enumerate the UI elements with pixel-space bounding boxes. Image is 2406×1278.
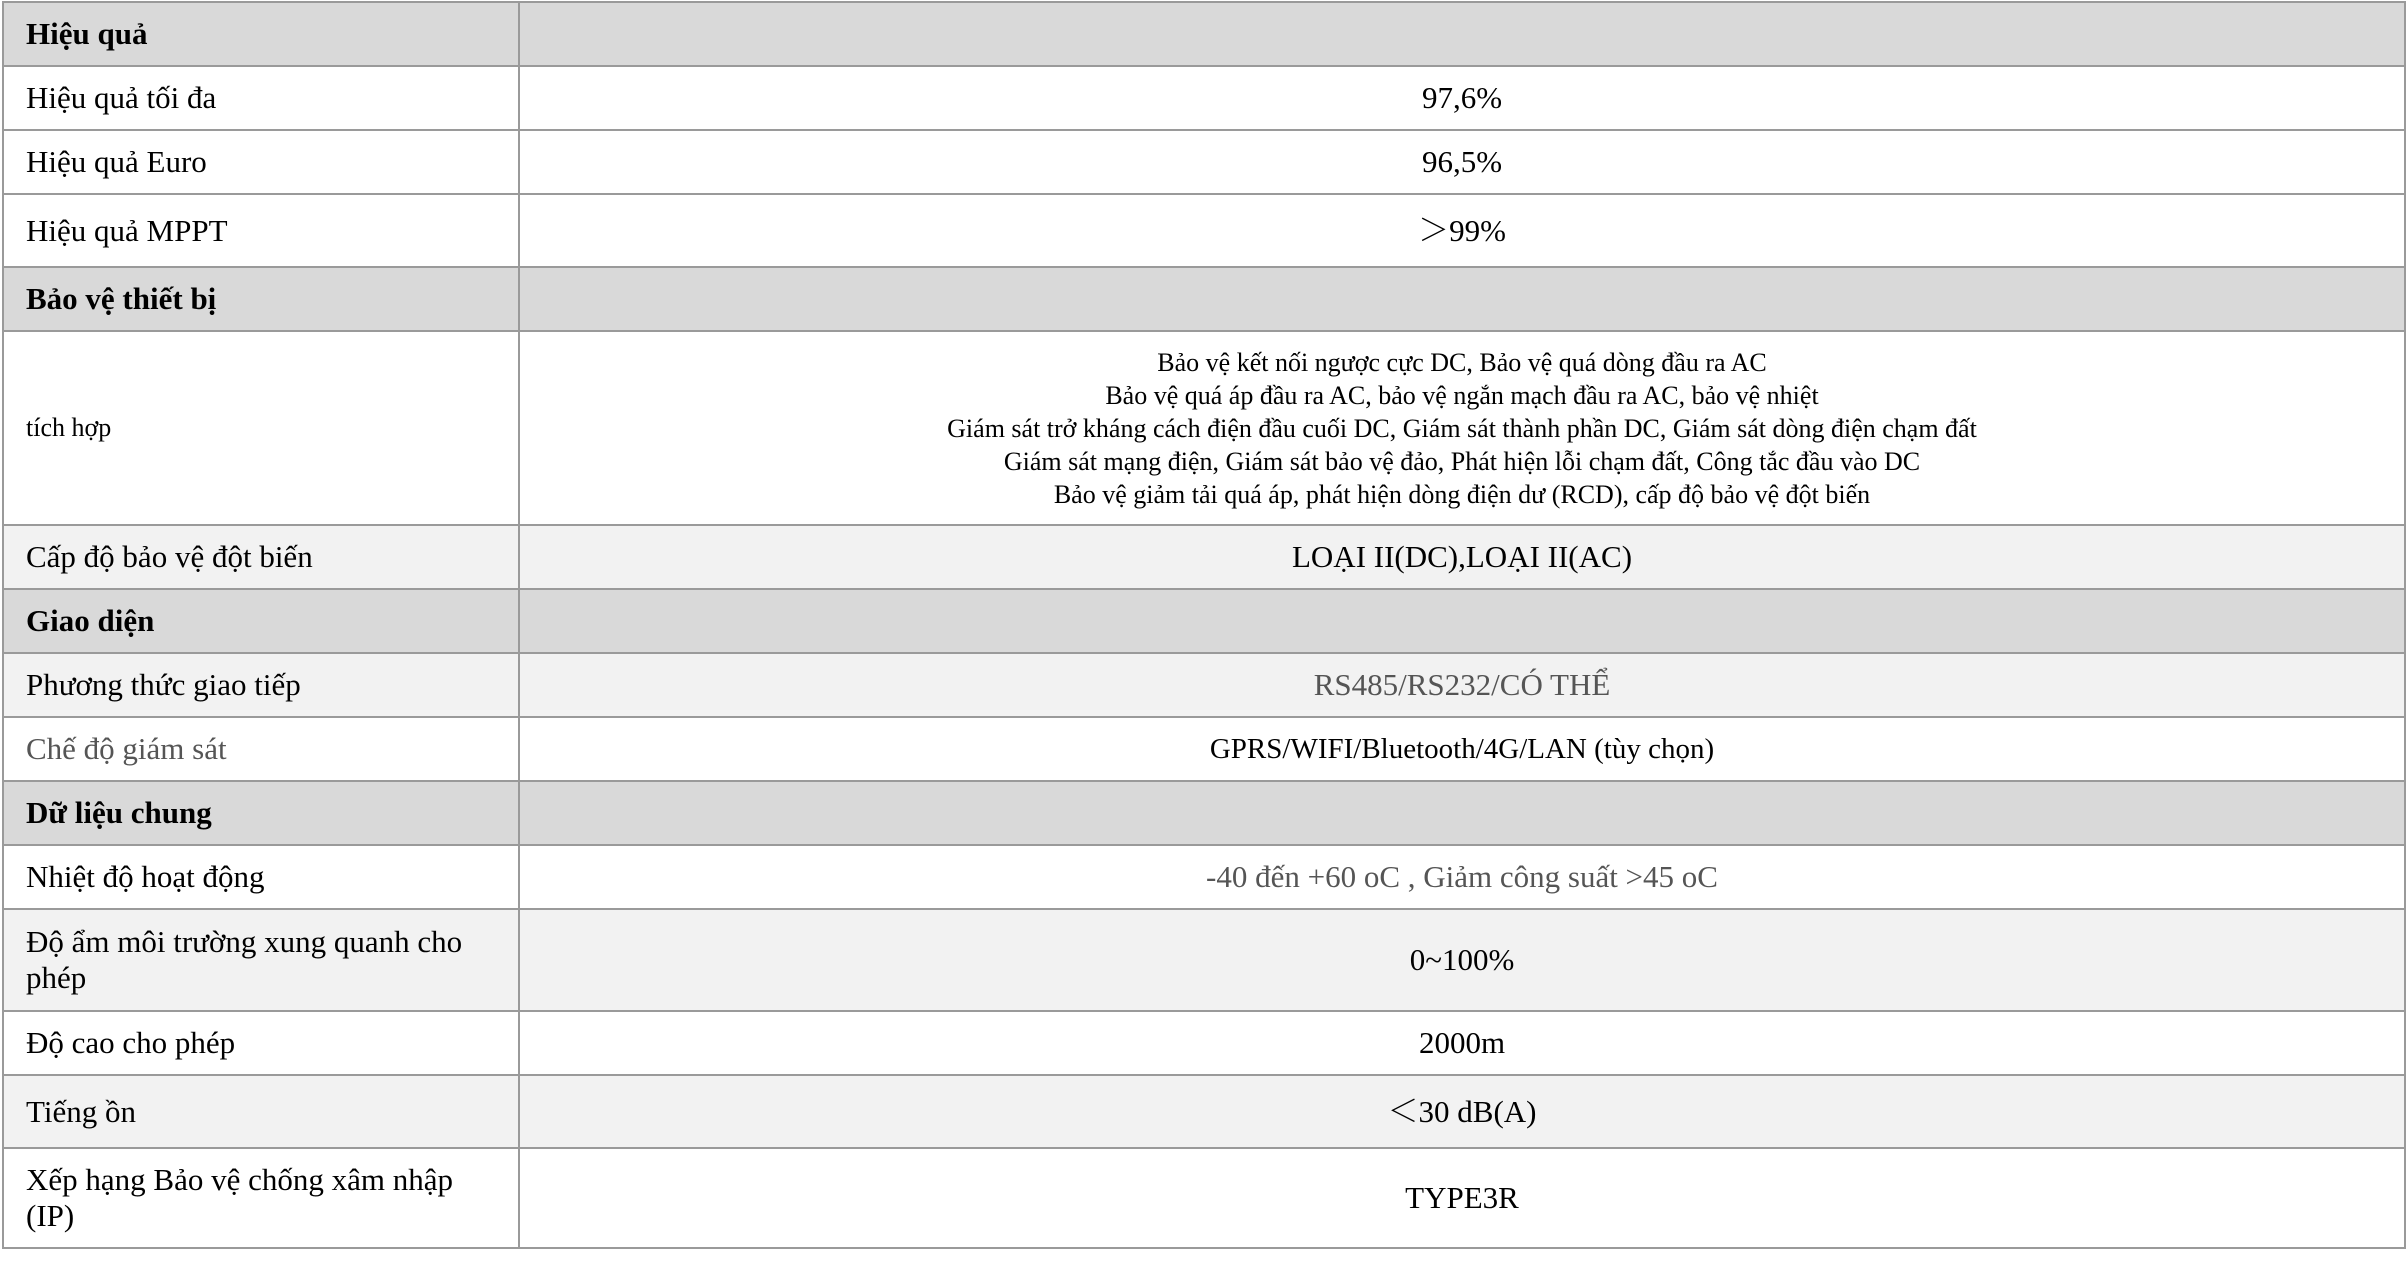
section-title: Hiệu quả bbox=[3, 2, 519, 66]
spec-value: 2000m bbox=[519, 1011, 2405, 1075]
spec-label: Xếp hạng Bảo vệ chống xâm nhập (IP) bbox=[3, 1148, 519, 1248]
table-row bbox=[3, 1075, 2405, 1148]
spec-label: Cấp độ bảo vệ đột biến bbox=[3, 525, 519, 589]
spec-value: RS485/RS232/CÓ THỂ bbox=[519, 653, 2405, 717]
spec-value: ＞99% bbox=[519, 194, 2405, 267]
spec-label: Phương thức giao tiếp bbox=[3, 653, 519, 717]
table-row bbox=[3, 1148, 2405, 1248]
spec-value-multiline bbox=[519, 331, 2405, 525]
spec-value: ＜30 dB(A) bbox=[519, 1075, 2405, 1148]
section-efficiency bbox=[3, 2, 2405, 66]
spec-label: Độ ẩm môi trường xung quanh cho phép bbox=[3, 909, 519, 1011]
section-interface bbox=[3, 589, 2405, 653]
spec-label: tích hợp bbox=[3, 331, 519, 525]
section-filler bbox=[519, 589, 2405, 653]
protection-line: Bảo vệ quá áp đầu ra AC, bảo vệ ngắn mạch đầu ra AC, bảo vệ nhiệt bbox=[1105, 380, 1819, 410]
section-title: Giao diện bbox=[3, 589, 519, 653]
table-row bbox=[3, 525, 2405, 589]
section-filler bbox=[519, 267, 2405, 331]
section-title: Bảo vệ thiết bị bbox=[3, 267, 519, 331]
spec-table bbox=[2, 1, 2406, 1249]
spec-value: TYPE3R bbox=[519, 1148, 2405, 1248]
section-filler bbox=[519, 2, 2405, 66]
spec-label: Độ cao cho phép bbox=[3, 1011, 519, 1075]
protection-line: Bảo vệ kết nối ngược cực DC, Bảo vệ quá dòng đầu ra AC bbox=[1157, 347, 1767, 377]
table-row bbox=[3, 1011, 2405, 1075]
table-row bbox=[3, 66, 2405, 130]
protection-line: Giám sát mạng điện, Giám sát bảo vệ đảo, Phát hiện lỗi chạm đất, Công tắc đầu vào DC bbox=[1003, 446, 1921, 476]
section-title: Dữ liệu chung bbox=[3, 781, 519, 845]
spec-label: Hiệu quả Euro bbox=[3, 130, 519, 194]
spec-value: 0~100% bbox=[519, 909, 2405, 1011]
table-row bbox=[3, 909, 2405, 1011]
section-general bbox=[3, 781, 2405, 845]
spec-label: Tiếng ồn bbox=[3, 1075, 519, 1148]
table-row bbox=[3, 717, 2405, 781]
spec-label: Hiệu quả tối đa bbox=[3, 66, 519, 130]
section-protection bbox=[3, 267, 2405, 331]
table-row bbox=[3, 130, 2405, 194]
spec-label: Nhiệt độ hoạt động bbox=[3, 845, 519, 909]
table-row bbox=[3, 194, 2405, 267]
spec-value: LOẠI II(DC),LOẠI II(AC) bbox=[519, 525, 2405, 589]
table-row bbox=[3, 845, 2405, 909]
section-filler bbox=[519, 781, 2405, 845]
protection-line: Giám sát trở kháng cách điện đầu cuối DC, Giám sát thành phần DC, Giám sát dòng điện chạm đất bbox=[947, 413, 1977, 443]
spec-value: 97,6% bbox=[519, 66, 2405, 130]
spec-label: Hiệu quả MPPT bbox=[3, 194, 519, 267]
protection-line: Bảo vệ giảm tải quá áp, phát hiện dòng điện dư (RCD), cấp độ bảo vệ đột biến bbox=[1053, 479, 1871, 509]
spec-value: -40 đến +60 oC , Giảm công suất >45 oC bbox=[519, 845, 2405, 909]
table-row bbox=[3, 331, 2405, 525]
spec-value: GPRS/WIFI/Bluetooth/4G/LAN (tùy chọn) bbox=[519, 717, 2405, 781]
spec-value: 96,5% bbox=[519, 130, 2405, 194]
table-row bbox=[3, 653, 2405, 717]
spec-label: Chế độ giám sát bbox=[3, 717, 519, 781]
